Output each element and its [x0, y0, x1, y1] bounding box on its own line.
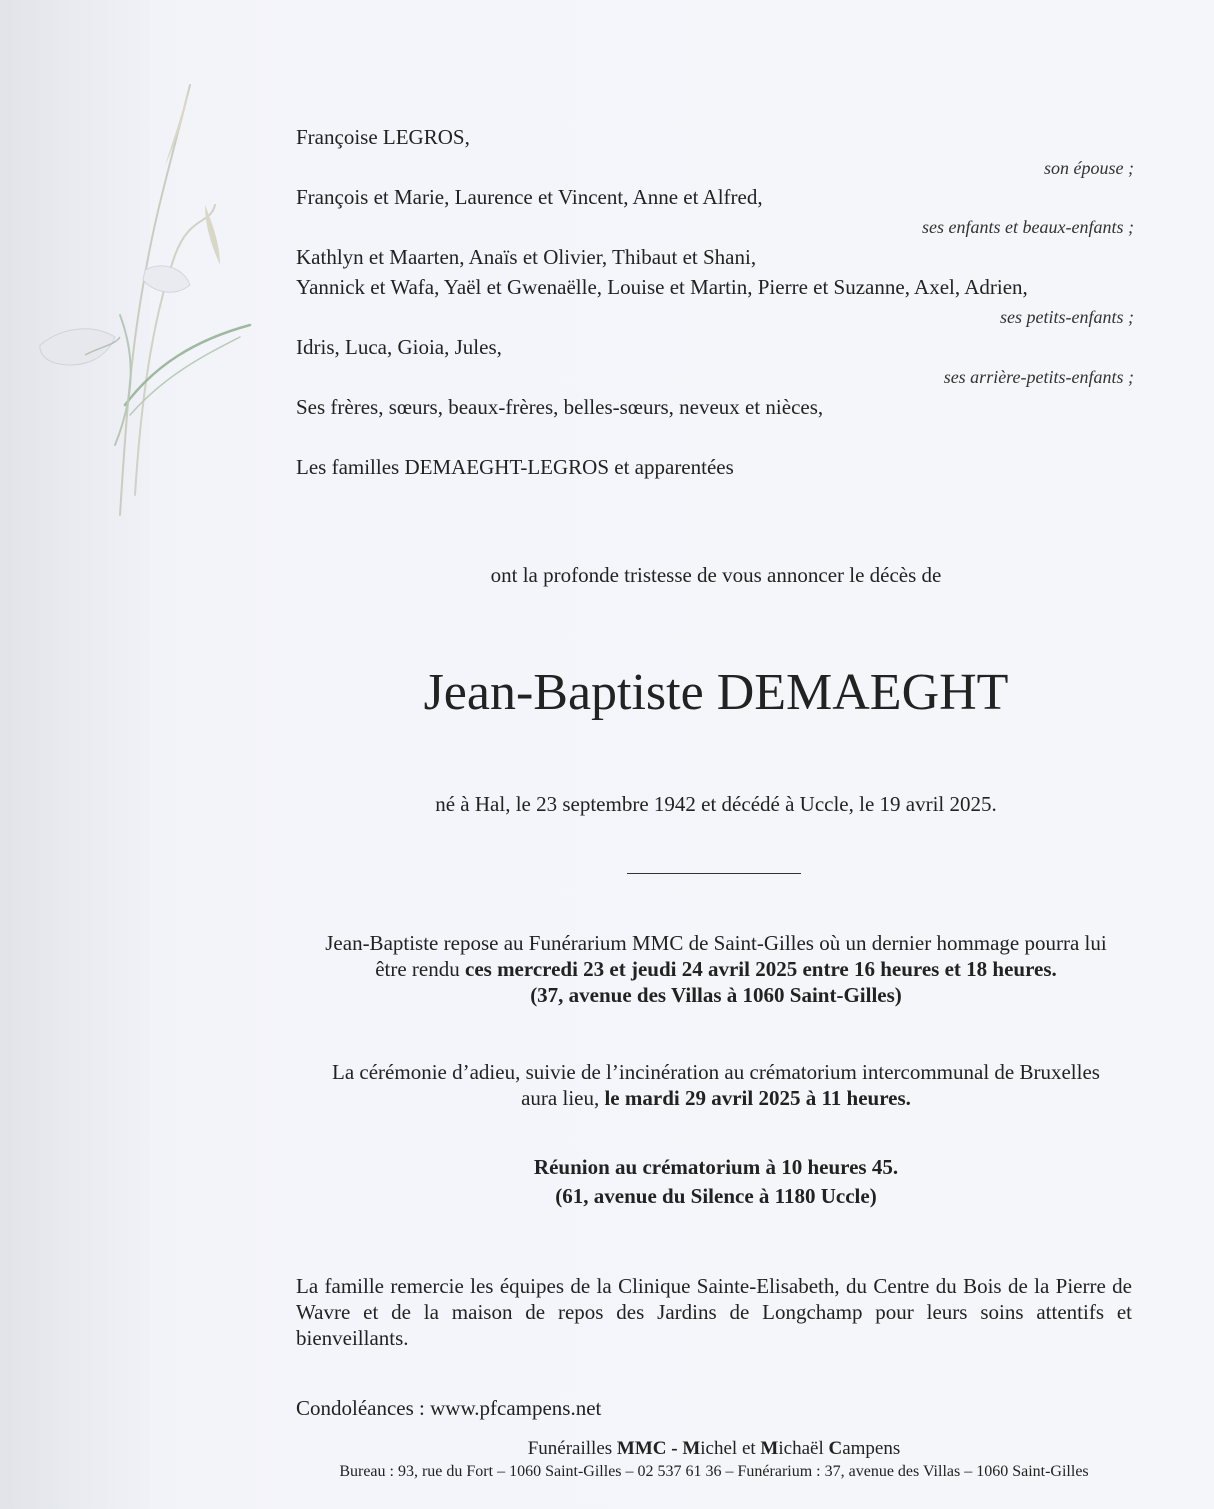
- grandchildren-role: ses petits-enfants ;: [1000, 307, 1134, 327]
- condolences-line: Condoléances : www.pfcampens.net: [296, 1396, 602, 1420]
- ceremony-date: le mardi 29 avril 2025 à 11 heures.: [604, 1086, 911, 1110]
- funeral-home-address: Bureau : 93, rue du Fort – 1060 Saint-Gilles – 02 537 61 36 – Funérarium : 37, avenue des Villas – 1060 Saint-Gilles: [339, 1463, 1089, 1480]
- footer-prefix: Funérailles: [527, 1438, 617, 1459]
- visitation-dates: ces mercredi 23 et jeudi 24 avril 2025 entre 16 heures et 18 heures.: [465, 957, 1057, 981]
- divider-rule: [627, 873, 801, 874]
- visitation-line1: Jean-Baptiste repose au Funérarium MMC de Saint-Gilles où un dernier hommage pourra lui: [325, 931, 1107, 955]
- footer-part3: ichaël: [778, 1438, 829, 1459]
- funeral-home-name: [296, 1437, 1132, 1461]
- birth-death-line: né à Hal, le 23 septembre 1942 et décédé à Uccle, le 19 avril 2025.: [435, 792, 997, 816]
- visitation-line2: [296, 956, 1136, 982]
- deceased-name: Jean-Baptiste DEMAEGHT: [423, 664, 1009, 721]
- announcement-line: ont la profonde tristesse de vous annoncer le décès de: [490, 563, 942, 587]
- great-grandchildren-role: ses arrière-petits-enfants ;: [943, 367, 1134, 387]
- footer-bold-m: M: [760, 1438, 779, 1459]
- calla-lily-illustration: [25, 75, 265, 525]
- visitation-address: (37, avenue des Villas à 1060 Saint-Gilles): [530, 983, 902, 1007]
- great-grandchildren-names: Idris, Luca, Gioia, Jules,: [296, 335, 502, 359]
- spouse-role: son épouse ;: [1044, 158, 1134, 178]
- grandchildren-names-line1: Kathlyn et Maarten, Anaïs et Olivier, Thibaut et Shani,: [296, 245, 757, 269]
- children-role: ses enfants et beaux-enfants ;: [922, 217, 1134, 237]
- spouse-name: Françoise LEGROS,: [296, 125, 470, 149]
- footer-part2: ichel et: [700, 1438, 761, 1459]
- visitation-line2-prefix: être rendu: [375, 957, 465, 981]
- meeting-line: Réunion au crématorium à 10 heures 45.: [533, 1155, 899, 1179]
- siblings-line: Ses frères, sœurs, beaux-frères, belles-sœurs, neveux et nièces,: [296, 395, 824, 419]
- grandchildren-names-line2: Yannick et Wafa, Yaël et Gwenaëlle, Louise et Martin, Pierre et Suzanne, Axel, Adrien,: [296, 275, 1028, 299]
- footer-part4: ampens: [842, 1438, 901, 1459]
- ceremony-line1: La cérémonie d’adieu, suivie de l’incinération au crématorium intercommunal de Bruxelles: [332, 1060, 1100, 1084]
- thanks-paragraph: La famille remercie les équipes de la Clinique Sainte-Elisabeth, du Centre du Bois de la Pierre de Wavre et de la maison de repos des Jardins de Longchamp pour leurs soins attentifs et bienveillants.: [296, 1274, 1132, 1350]
- children-names: François et Marie, Laurence et Vincent, Anne et Alfred,: [296, 185, 763, 209]
- ceremony-line2-prefix: aura lieu,: [521, 1086, 605, 1110]
- meeting-address: (61, avenue du Silence à 1180 Uccle): [555, 1184, 877, 1208]
- footer-bold-c: C: [828, 1438, 843, 1459]
- ceremony-line2: [296, 1085, 1136, 1111]
- families-line: Les familles DEMAEGHT-LEGROS et apparentées: [296, 455, 734, 479]
- footer-bold-mmc: MMC - M: [616, 1438, 701, 1459]
